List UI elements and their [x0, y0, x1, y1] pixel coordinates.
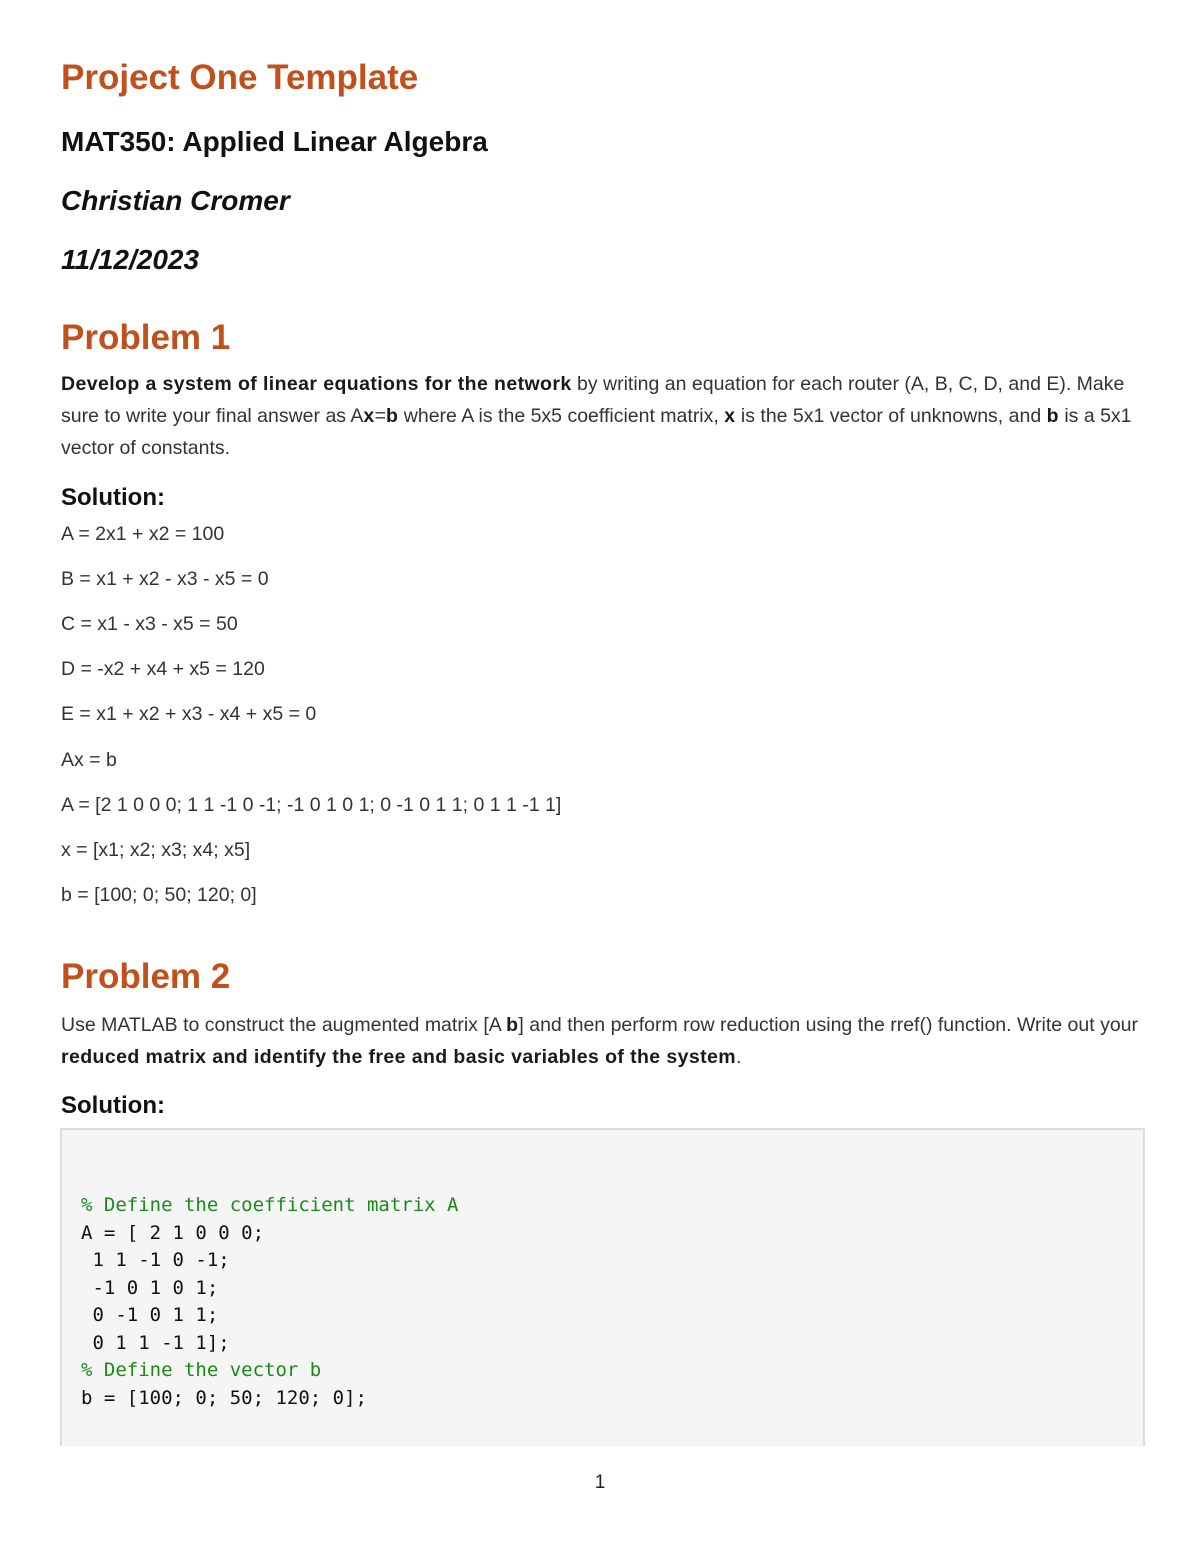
prompt-x: x — [724, 405, 736, 427]
problem-1-prompt — [61, 368, 1141, 464]
equation-line: A = [2 1 0 0 0; 1 1 -1 0 -1; -1 0 1 0 1; 0 -1 0 1 1; 0 1 1 -1 1] — [61, 794, 562, 816]
code-block — [60, 1128, 1145, 1446]
document-title: Project One Template — [61, 58, 419, 97]
equation-line: B = x1 + x2 - x3 - x5 = 0 — [61, 568, 269, 590]
problem-1-solution-label: Solution: — [61, 484, 165, 511]
page-number: 1 — [594, 1472, 606, 1493]
problem-2-heading: Problem 2 — [61, 957, 231, 996]
document-date: 11/12/2023 — [61, 244, 200, 275]
equation-line: x = [x1; x2; x3; x4; x5] — [61, 839, 251, 861]
equation-line: C = x1 - x3 - x5 = 50 — [61, 613, 238, 635]
equation-line: D = -x2 + x4 + x5 = 120 — [61, 658, 265, 680]
equation-line: A = 2x1 + x2 = 100 — [61, 523, 225, 545]
code-line: -1 0 1 0 1; — [81, 1276, 219, 1299]
equation-line: E = x1 + x2 + x3 - x4 + x5 = 0 — [61, 703, 317, 725]
prompt-b: b — [506, 1014, 519, 1036]
prompt-b: b — [386, 405, 399, 427]
prompt-bold-text: reduced matrix and identify the free and basic variables of the system — [61, 1046, 736, 1068]
prompt-text: is a 5x1 vector of constants. — [61, 405, 1132, 459]
code-line: b = [100; 0; 50; 120; 0]; — [81, 1386, 367, 1409]
prompt-equals: = — [374, 405, 387, 427]
prompt-bold-intro: Develop a system of linear equations for the network — [61, 373, 572, 395]
prompt-text: is the 5x1 vector of unknowns, and — [735, 405, 1047, 427]
prompt-x: x — [363, 405, 375, 427]
course-name: MAT350: Applied Linear Algebra — [61, 126, 488, 157]
matlab-code — [81, 1192, 459, 1412]
code-comment: % Define the vector b — [81, 1359, 322, 1381]
code-comment: % Define the coefficient matrix A — [81, 1194, 459, 1216]
code-line: 1 1 -1 0 -1; — [81, 1249, 230, 1271]
prompt-b: b — [1046, 405, 1059, 427]
code-line: A = [ 2 1 0 0 0; — [81, 1221, 265, 1244]
prompt-text: by writing an equation for each router (A, B, C, D, and E). Make sure to write your final answer as A — [61, 373, 1125, 427]
author-name: Christian Cromer — [61, 185, 290, 216]
equation-line: Ax = b — [61, 749, 117, 771]
prompt-text: Use MATLAB to construct the augmented matrix [A — [61, 1014, 507, 1036]
code-line: 0 1 1 -1 1]; — [81, 1331, 230, 1354]
problem-2-solution-label: Solution: — [61, 1092, 165, 1119]
prompt-text: where A is the 5x5 coefficient matrix, — [398, 405, 725, 427]
prompt-text: ] and then perform row reduction using the rref() function. Write out your — [518, 1014, 1139, 1036]
code-line: 0 -1 0 1 1; — [81, 1304, 219, 1326]
problem-2-prompt — [61, 1009, 1141, 1073]
prompt-text: . — [735, 1046, 742, 1068]
problem-1-heading: Problem 1 — [61, 318, 231, 357]
equation-line: b = [100; 0; 50; 120; 0] — [61, 884, 257, 906]
